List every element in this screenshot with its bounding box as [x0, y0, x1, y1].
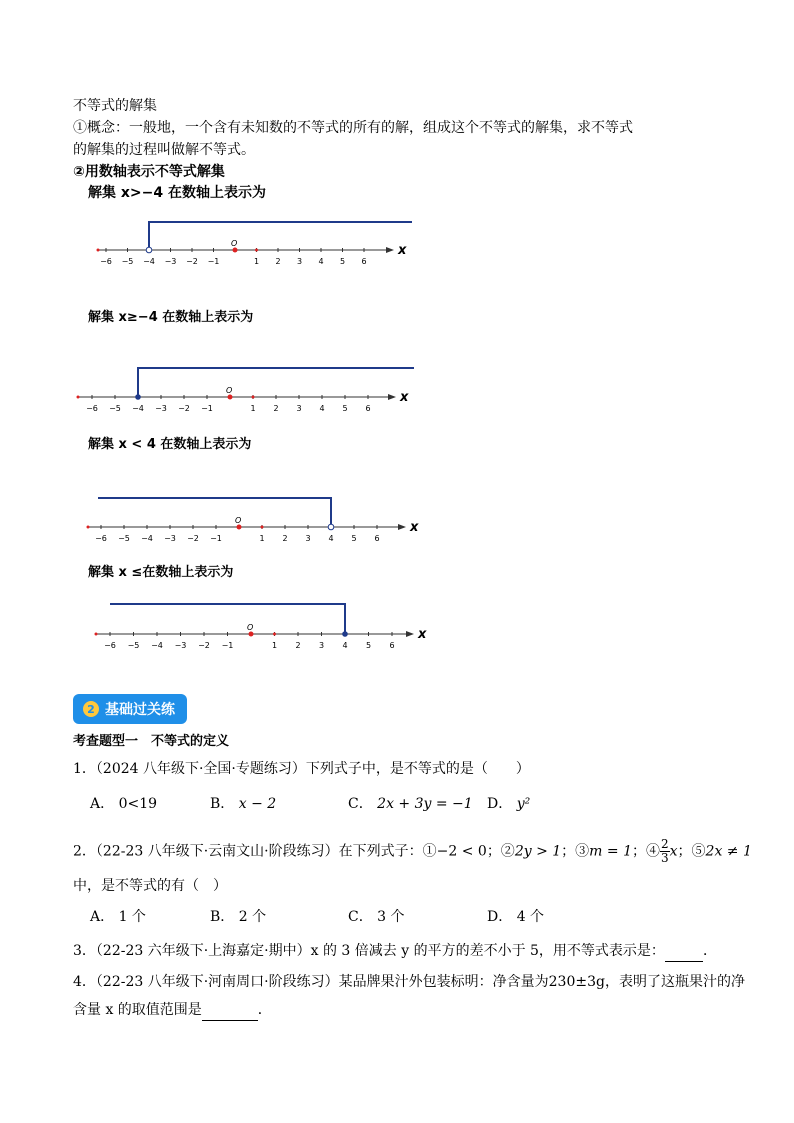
tick-label: 5: [342, 404, 348, 413]
tick-label: 1: [271, 641, 278, 650]
tick-label: 3: [305, 534, 311, 543]
tick-label: −1: [210, 534, 222, 543]
tick-label: −6: [104, 641, 116, 650]
banner-number-badge: 2: [83, 701, 99, 717]
tick-label: −3: [174, 641, 187, 650]
axis-start-dot: [97, 249, 100, 252]
closed-endpoint-dot: [342, 631, 348, 637]
tick-label: 2: [275, 257, 281, 266]
closed-endpoint-dot: [135, 394, 141, 400]
tick-label: −2: [178, 404, 190, 413]
question-2-option-c: C． 3 个: [348, 909, 405, 925]
tick-label: 6: [374, 534, 380, 543]
tick-label: −2: [187, 534, 199, 543]
tick-label: 4: [342, 641, 348, 650]
axis-label: x: [400, 390, 409, 405]
number-line-4: [92, 596, 432, 656]
number-line-3: [84, 488, 424, 548]
tick-label: −5: [127, 641, 140, 650]
tick-label: −3: [155, 404, 167, 413]
tick-label: −1: [201, 404, 213, 413]
numberline-caption-3: 解集 x < 4 在数轴上表示为: [88, 437, 252, 452]
question-4-line-1: 4．（22-23 八年级下·河南周口·阶段练习）某品牌果汁外包装标明：净含量为230±3g，表明了这瓶果汁的净: [73, 974, 745, 990]
origin-dot: [233, 248, 238, 253]
axis-label: x: [418, 627, 427, 642]
question-2-line-2: 中，是不等式的有（ ）: [73, 878, 227, 894]
section-title: 不等式的解集: [73, 98, 157, 114]
tick-label: 5: [351, 534, 357, 543]
tick-label: 1: [253, 257, 260, 266]
tick-label: −2: [186, 257, 198, 266]
tick-label: 2: [273, 404, 279, 413]
axis-start-dot: [87, 526, 90, 529]
tick-label: −5: [109, 404, 121, 413]
tick-label: −6: [95, 534, 107, 543]
open-endpoint-circle: [328, 524, 334, 530]
tick-label: −5: [121, 257, 134, 266]
unit-dot: [252, 396, 255, 399]
concept-line-1: ①概念：一般地，一个含有未知数的不等式的所有的解，组成这个不等式的解集，求不等式: [73, 120, 633, 136]
axis-label: x: [410, 520, 419, 535]
question-2-option-a: A． 1 个: [90, 909, 146, 925]
origin-label: O: [226, 386, 233, 395]
type1-heading: 考查题型一 不等式的定义: [73, 734, 230, 749]
tick-label: 6: [361, 257, 367, 266]
tick-label: −6: [100, 257, 112, 266]
question-2-option-b: B． 2 个: [210, 909, 267, 925]
tick-label: 6: [365, 404, 371, 413]
axis-arrow-icon: [406, 631, 414, 637]
tick-label: −4: [132, 404, 144, 413]
tick-label: 4: [328, 534, 334, 543]
question-3-stem: 3．（22-23 六年级下·上海嘉定·期中）x 的 3 倍减去 y 的平方的差不小于 5，用不等式表示是： ．: [73, 940, 717, 962]
question-1-option-b: B． x − 2: [210, 796, 277, 812]
axis-arrow-icon: [388, 394, 396, 400]
tick-label: 1: [250, 404, 256, 413]
tick-label: 5: [339, 257, 346, 266]
question-1-option-d: D． y²: [487, 796, 531, 812]
solution-bracket: [110, 604, 345, 634]
origin-label: O: [235, 516, 242, 525]
tick-label: 1: [259, 534, 265, 543]
tick-label: 5: [365, 641, 372, 650]
axis-label: x: [398, 243, 407, 258]
origin-dot: [237, 525, 242, 530]
tick-label: −5: [118, 534, 130, 543]
numberline-caption-4: 解集 x ≤在数轴上表示为: [88, 565, 234, 580]
origin-dot: [249, 632, 254, 637]
numberline-caption-2: 解集 x≥−4 在数轴上表示为: [88, 310, 254, 325]
number-line-2: [74, 358, 414, 418]
question-2-option-d: D． 4 个: [487, 909, 545, 925]
tick-label: −1: [221, 641, 234, 650]
unit-dot: [255, 249, 258, 252]
solution-bracket: [149, 222, 412, 250]
tick-label: 3: [296, 404, 302, 413]
numberline-heading: ②用数轴表示不等式解集: [73, 164, 225, 180]
concept-marker: ①: [73, 120, 87, 136]
origin-dot: [228, 395, 233, 400]
question-4-line-2: 含量 x 的取值范围是 ．: [73, 999, 272, 1021]
axis-start-dot: [95, 633, 98, 636]
tick-label: −3: [164, 534, 176, 543]
tick-label: 2: [295, 641, 301, 650]
tick-label: −3: [164, 257, 177, 266]
tick-label: −4: [141, 534, 153, 543]
question-1-stem: 1．（2024 八年级下·全国·专题练习）下列式子中，是不等式的是（ ）: [73, 761, 530, 777]
number-line-1: [92, 212, 412, 272]
origin-label: O: [231, 239, 238, 248]
tick-label: −4: [151, 641, 163, 650]
tick-label: 3: [296, 257, 303, 266]
axis-arrow-icon: [398, 524, 406, 530]
tick-label: 4: [319, 404, 325, 413]
banner-label: 基础过关练: [105, 702, 175, 718]
axis-arrow-icon: [386, 247, 394, 253]
fraction-two-thirds: $\frac{2}{3}$: [661, 837, 669, 865]
question-2-stem: 2．（22-23 八年级下·云南文山·阶段练习）在下列式子：①−2 < 0；②2y > 1；③m = 1；④ $\frac{2}{3}$ x；⑤2x ≠ 1: [73, 837, 752, 865]
tick-label: 2: [282, 534, 288, 543]
question-1-option-a: A． 0<19: [90, 796, 158, 812]
tick-label: −1: [207, 257, 220, 266]
axis-start-dot: [77, 396, 80, 399]
unit-dot: [261, 526, 264, 529]
solution-bracket: [138, 368, 414, 397]
answer-blank-4[interactable]: [202, 1004, 258, 1021]
tick-label: 4: [318, 257, 324, 266]
concept-line-2: 的解集的过程叫做解不等式。: [73, 142, 255, 158]
tick-label: −4: [143, 257, 155, 266]
answer-blank-3[interactable]: [665, 945, 703, 962]
open-endpoint-circle: [146, 247, 152, 253]
tick-label: −2: [198, 641, 210, 650]
unit-dot: [273, 633, 276, 636]
origin-label: O: [247, 623, 254, 632]
tick-label: 3: [318, 641, 325, 650]
solution-bracket: [98, 498, 331, 527]
tick-label: −6: [86, 404, 98, 413]
tick-label: 6: [389, 641, 395, 650]
section-banner: [73, 694, 187, 724]
numberline-caption-1: 解集 x>−4 在数轴上表示为: [88, 185, 266, 201]
question-1-option-c: C． 2x + 3y = −1: [348, 796, 473, 812]
